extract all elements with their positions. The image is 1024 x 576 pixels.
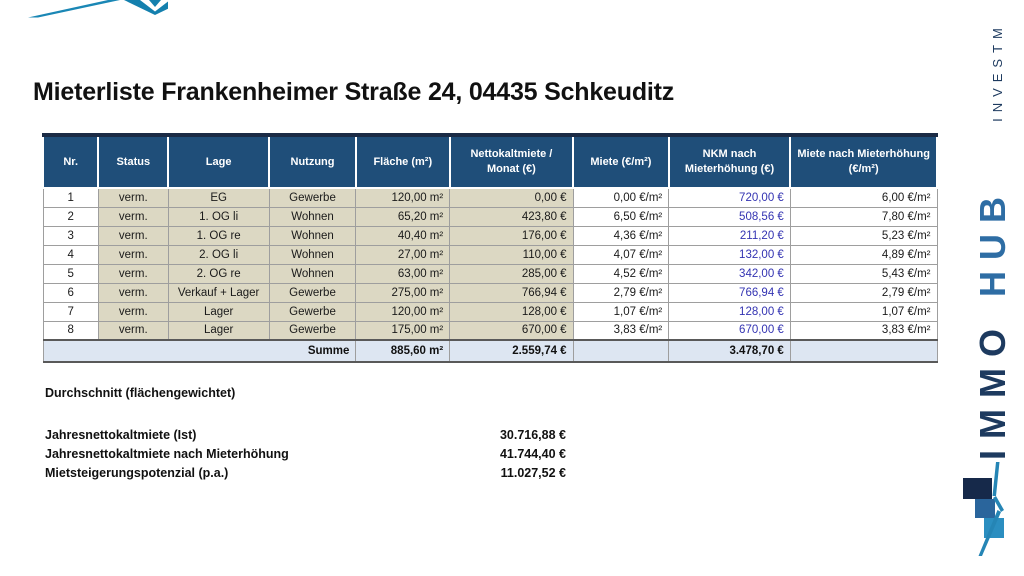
cell-miete_qm: 4,52 €/m² — [573, 264, 669, 283]
brand-wordmark-immo: IMMO — [972, 318, 1013, 460]
cell-nkm_erhoehung: 128,00 € — [669, 302, 791, 321]
sum-label: Summe — [43, 340, 356, 362]
summary-label: Mietsteigerungspotenzial (p.a.) — [45, 466, 229, 480]
column-header-flaeche: Fläche (m²) — [356, 135, 450, 188]
cell-miete_erhoehung: 3,83 €/m² — [790, 321, 937, 340]
summary-label: Jahresnettokaltmiete (Ist) — [45, 428, 197, 442]
table-row — [43, 283, 937, 302]
table-row — [43, 302, 937, 321]
cell-flaeche: 120,00 m² — [356, 302, 450, 321]
cell-nkm_erhoehung: 211,20 € — [669, 226, 791, 245]
cell-nutzung: Gewerbe — [269, 321, 356, 340]
table-row — [43, 245, 937, 264]
cell-nutzung: Gewerbe — [269, 283, 356, 302]
page-title: Mieterliste Frankenheimer Straße 24, 04435 Schkeuditz — [33, 78, 675, 106]
column-header-nr: Nr. — [43, 135, 98, 188]
cell-status: verm. — [98, 321, 168, 340]
cell-nkm_monat: 670,00 € — [450, 321, 573, 340]
summary-row-jahresnettokaltmiete-nach — [45, 445, 566, 464]
cell-flaeche: 63,00 m² — [356, 264, 450, 283]
cell-nkm_monat: 766,94 € — [450, 283, 573, 302]
cell-miete_erhoehung: 2,79 €/m² — [790, 283, 937, 302]
cell-nkm_erhoehung: 720,00 € — [669, 188, 791, 207]
cell-status: verm. — [98, 264, 168, 283]
sum-flaeche: 885,60 m² — [356, 340, 450, 362]
cell-miete_erhoehung: 5,43 €/m² — [790, 264, 937, 283]
cell-status: verm. — [98, 207, 168, 226]
cell-nkm_erhoehung: 132,00 € — [669, 245, 791, 264]
cell-flaeche: 27,00 m² — [356, 245, 450, 264]
cell-nkm_erhoehung: 342,00 € — [669, 264, 791, 283]
column-header-miete_erhoehung: Miete nach Mieterhöhung (€/m²) — [790, 135, 937, 188]
column-header-nkm_monat: Nettokaltmiete / Monat (€) — [450, 135, 573, 188]
cell-nutzung: Wohnen — [269, 264, 356, 283]
cell-nkm_erhoehung: 670,00 € — [669, 321, 791, 340]
cell-nutzung: Gewerbe — [269, 188, 356, 207]
table-row — [43, 207, 937, 226]
table-row — [43, 264, 937, 283]
cell-nutzung: Gewerbe — [269, 302, 356, 321]
sum-row — [43, 340, 937, 362]
cell-lage: Verkauf + Lager — [168, 283, 269, 302]
cell-status: verm. — [98, 188, 168, 207]
cell-miete_qm: 2,79 €/m² — [573, 283, 669, 302]
brand-wordmark-vertical — [971, 173, 1015, 473]
cell-nr: 3 — [43, 226, 98, 245]
cell-nutzung: Wohnen — [269, 207, 356, 226]
sum-empty-miete-erhoehung — [790, 340, 937, 362]
cell-nutzung: Wohnen — [269, 226, 356, 245]
summary-section — [45, 386, 566, 483]
cell-lage: 1. OG li — [168, 207, 269, 226]
cell-miete_qm: 1,07 €/m² — [573, 302, 669, 321]
cell-nkm_monat: 176,00 € — [450, 226, 573, 245]
table-body — [43, 188, 937, 340]
cell-nr: 2 — [43, 207, 98, 226]
cell-status: verm. — [98, 245, 168, 264]
cell-miete_qm: 3,83 €/m² — [573, 321, 669, 340]
table-row — [43, 321, 937, 340]
cell-flaeche: 65,20 m² — [356, 207, 450, 226]
summary-value: 30.716,88 € — [499, 428, 566, 442]
cell-lage: Lager — [168, 321, 269, 340]
column-header-miete_qm: Miete (€/m²) — [573, 135, 669, 188]
cell-flaeche: 275,00 m² — [356, 283, 450, 302]
cell-miete_qm: 4,07 €/m² — [573, 245, 669, 264]
cell-flaeche: 120,00 m² — [356, 188, 450, 207]
table-row — [43, 226, 937, 245]
cell-miete_erhoehung: 7,80 €/m² — [790, 207, 937, 226]
sum-nkm-erhoehung: 3.478,70 € — [669, 340, 791, 362]
cell-nkm_monat: 110,00 € — [450, 245, 573, 264]
cell-flaeche: 175,00 m² — [356, 321, 450, 340]
mieterliste-table-wrap — [42, 133, 938, 363]
cell-miete_qm: 0,00 €/m² — [573, 188, 669, 207]
cell-miete_erhoehung: 4,89 €/m² — [790, 245, 937, 264]
cell-miete_qm: 6,50 €/m² — [573, 207, 669, 226]
cell-nr: 5 — [43, 264, 98, 283]
cell-nkm_monat: 423,80 € — [450, 207, 573, 226]
cell-nkm_monat: 285,00 € — [450, 264, 573, 283]
cell-nr: 8 — [43, 321, 98, 340]
cell-lage: 2. OG li — [168, 245, 269, 264]
summary-heading: Durchschnitt (flächengewichtet) — [45, 386, 236, 400]
brand-wordmark-hub: HUB — [972, 186, 1013, 297]
cell-lage: EG — [168, 188, 269, 207]
summary-value: 41.744,40 € — [499, 447, 566, 461]
cell-nr: 7 — [43, 302, 98, 321]
cell-lage: 1. OG re — [168, 226, 269, 245]
cell-status: verm. — [98, 226, 168, 245]
cell-nr: 1 — [43, 188, 98, 207]
summary-row-jahresnettokaltmiete-ist — [45, 426, 566, 445]
brand-logo-top-left — [28, 0, 168, 18]
sum-empty-miete-qm — [573, 340, 669, 362]
table-row — [43, 188, 937, 207]
cell-nr: 4 — [43, 245, 98, 264]
cell-miete_erhoehung: 1,07 €/m² — [790, 302, 937, 321]
cell-miete_erhoehung: 5,23 €/m² — [790, 226, 937, 245]
cell-nkm_erhoehung: 766,94 € — [669, 283, 791, 302]
cell-miete_qm: 4,36 €/m² — [573, 226, 669, 245]
cell-nkm_monat: 128,00 € — [450, 302, 573, 321]
brand-wordmark-space — [972, 297, 1013, 318]
summary-row-mietsteigerungspotenzial — [45, 464, 566, 483]
cell-status: verm. — [98, 283, 168, 302]
brand-tagline-vertical: INVESTM — [990, 22, 1005, 122]
sum-nkm-monat: 2.559,74 € — [450, 340, 573, 362]
cell-status: verm. — [98, 302, 168, 321]
cell-nr: 6 — [43, 283, 98, 302]
cell-lage: Lager — [168, 302, 269, 321]
column-header-nutzung: Nutzung — [269, 135, 356, 188]
cell-nkm_erhoehung: 508,56 € — [669, 207, 791, 226]
table-header — [43, 135, 937, 188]
column-header-lage: Lage — [168, 135, 269, 188]
mieterliste-table — [42, 133, 938, 363]
summary-value: 11.027,52 € — [500, 466, 566, 480]
column-header-nkm_erhoehung: NKM nach Mieterhöhung (€) — [669, 135, 791, 188]
brand-logo-bottom-right — [958, 458, 1012, 558]
table-footer — [43, 340, 937, 362]
table-header-row — [43, 135, 937, 188]
cell-flaeche: 40,40 m² — [356, 226, 450, 245]
cell-lage: 2. OG re — [168, 264, 269, 283]
cell-nutzung: Wohnen — [269, 245, 356, 264]
cell-nkm_monat: 0,00 € — [450, 188, 573, 207]
summary-label: Jahresnettokaltmiete nach Mieterhöhung — [45, 447, 289, 461]
cell-miete_erhoehung: 6,00 €/m² — [790, 188, 937, 207]
column-header-status: Status — [98, 135, 168, 188]
